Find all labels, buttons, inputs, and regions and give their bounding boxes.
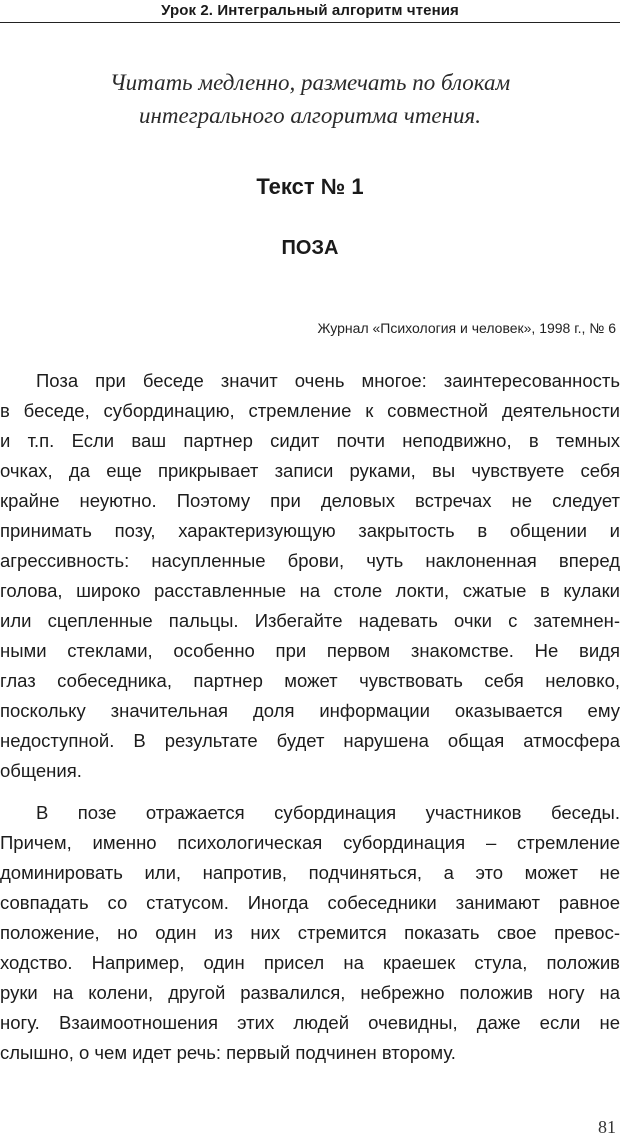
epigraph bbox=[60, 66, 560, 132]
text-line: поскольку значительная доля информации оказывается ему bbox=[0, 700, 620, 721]
text-line: ногу. Взаимоотношения этих людей очевидны, даже если не bbox=[0, 1012, 620, 1033]
text-line: ходство. Например, один присел на краешек стула, положив bbox=[0, 952, 620, 973]
epigraph-line: интегрального алгоритма чтения. bbox=[138, 103, 481, 128]
text-line: и т.п. Если ваш партнер сидит почти неподвижно, в темных bbox=[0, 430, 620, 451]
text-line: положение, но один из них стремится показать свое превос- bbox=[0, 922, 620, 943]
paragraph bbox=[0, 366, 620, 786]
epigraph-line: Читать медленно, размечать по блокам bbox=[109, 70, 511, 95]
text-line: ными стеклами, особенно при первом знакомстве. Не видя bbox=[0, 640, 620, 661]
text-line: доминировать или, напротив, подчиняться, а это может не bbox=[0, 862, 620, 883]
text-line: агрессивность: насупленные брови, чуть наклоненная вперед bbox=[0, 550, 620, 571]
paragraph bbox=[0, 798, 620, 1068]
text-line: недоступной. В результате будет нарушена общая атмосфера bbox=[0, 730, 620, 751]
text-line: крайне неуютно. Поэтому при деловых встречах не следует bbox=[0, 490, 620, 511]
text-line: принимать позу, характеризующую закрытость в общении и bbox=[0, 520, 620, 541]
text-line: руки на колени, другой развалился, небрежно положив ногу на bbox=[0, 982, 620, 1003]
page-number: 81 bbox=[598, 1117, 616, 1137]
text-line: голова, широко расставленные на столе локти, сжатые в кулаки bbox=[0, 580, 620, 601]
running-head: Урок 2. Интегральный алгоритм чтения bbox=[0, 0, 620, 23]
text-line: очках, да еще прикрывает записи руками, вы чувствуете себя bbox=[0, 460, 620, 481]
text-line: Поза при беседе значит очень многое: заинтересованность bbox=[36, 370, 620, 391]
text-number-heading: Текст № 1 bbox=[256, 174, 364, 199]
text-line: глаз собеседника, партнер может чувствовать себя неловко, bbox=[0, 670, 620, 691]
text-line: или сцепленные пальцы. Избегайте надевать очки с затемнен- bbox=[0, 610, 620, 631]
text-line: В позе отражается субординация участников беседы. bbox=[36, 802, 620, 823]
body-text bbox=[0, 366, 620, 1068]
text-title: ПОЗА bbox=[281, 237, 339, 259]
text-line: слышно, о чем идет речь: первый подчинен второму. bbox=[0, 1042, 456, 1063]
text-line: в беседе, субординацию, стремление к совместной деятельности bbox=[0, 400, 620, 421]
text-line: Причем, именно психологическая субординация – стремление bbox=[0, 832, 620, 853]
source-citation: Журнал «Психология и человек», 1998 г., № 6 bbox=[317, 320, 616, 336]
text-line: совпадать со статусом. Иногда собеседники занимают равное bbox=[0, 892, 620, 913]
text-line: общения. bbox=[0, 760, 82, 781]
